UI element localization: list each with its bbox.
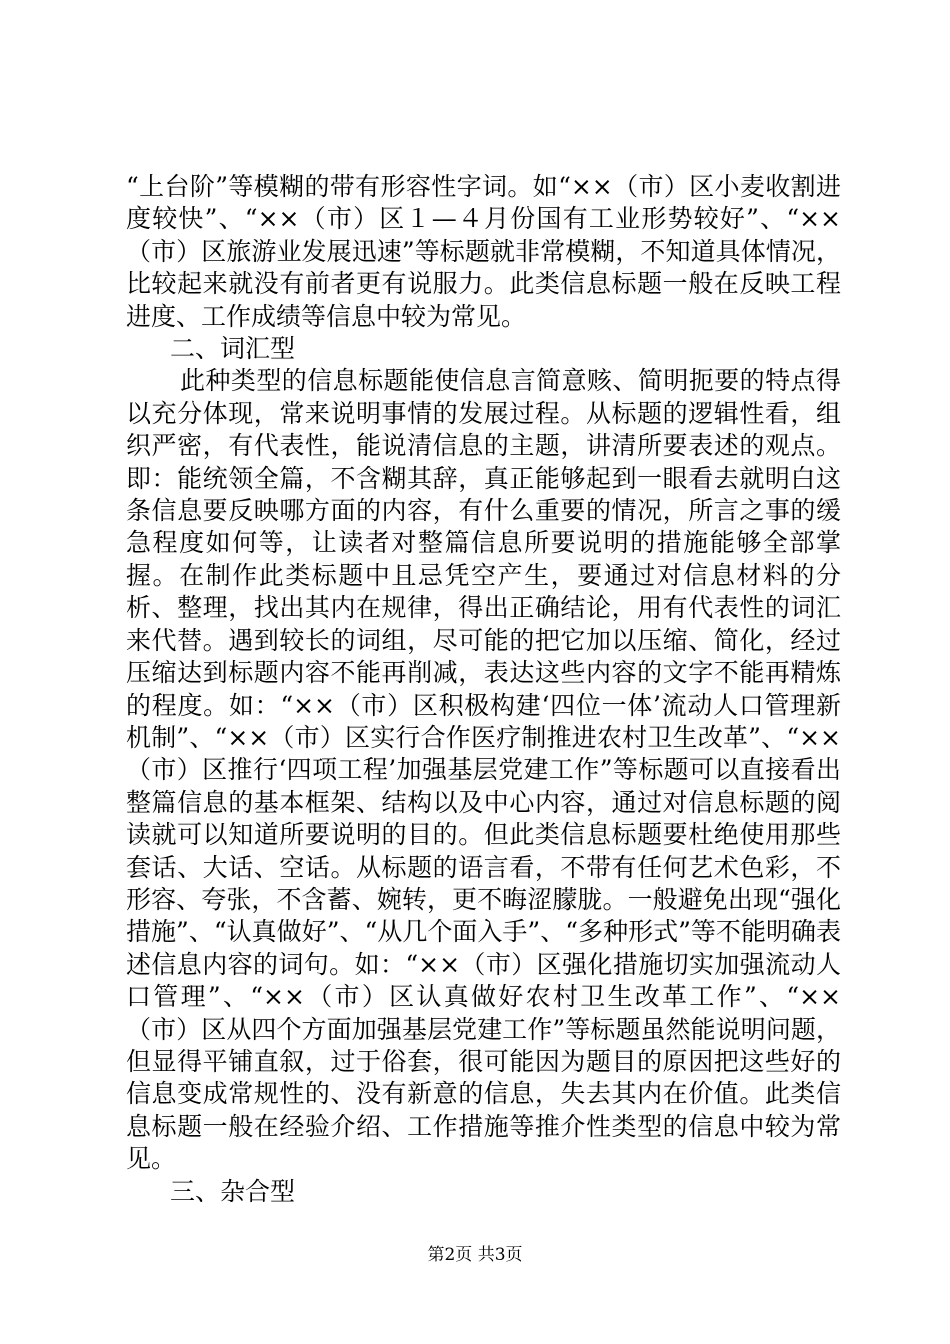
section-heading-vocabulary-type: 二、词汇型 xyxy=(170,334,296,364)
page-number-footer: 第2页 共3页 xyxy=(427,1245,523,1265)
section-heading-mixed-type: 三、杂合型 xyxy=(170,1176,296,1206)
paragraph-continuation: “上台阶”等模糊的带有形容性字词。如“××（市）区小麦收割进度较快”、“××（市）区１—４月份国有工业形势较好”、“××（市）区旅游业发展迅速”等标题就非常模糊，不知道具体情况，比较起来就没有前者更有说服力。此类信息标题一般在反映工程进度、工作成绩等信息中较为常见。 xyxy=(126,172,841,331)
paragraph-vocabulary-type: 此种类型的信息标题能使信息言简意赅、简明扼要的特点得以充分体现，常来说明事情的发展过程。从标题的逻辑性看，组织严密，有代表性，能说清信息的主题，讲清所要表述的观点。即：能统领全篇，不含糊其辞，真正能够起到一眼看去就明白这条信息要反映哪方面的内容，有什么重要的情况，所言之事的缓急程度如何等，让读者对整篇信息所要说明的措施能够全部掌握。在制作此类标题中且忌凭空产生，要通过对信息材料的分析、整理，找出其内在规律，得出正确结论，用有代表性的词汇来代替。遇到较长的词组，尽可能的把它加以压缩、简化，经过压缩达到标题内容不能再削减，表达这些内容的文字不能再精炼的程度。如：“××（市）区积极构建‘四位一体’流动人口管理新机制”、“××（市）区实行合作医疗制推进农村卫生改革”、“××（市）区推行‘四项工程’加强基层党建工作”等标题可以直接看出整篇信息的基本框架、结构以及中心内容，通过对信息标题的阅读就可以知道所要说明的目的。但此类信息标题要杜绝使用那些套话、大话、空话。从标题的语言看，不带有任何艺术色彩，不形容、夸张，不含蓄、婉转，更不晦涩朦胧。一般避免出现“强化措施”、“认真做好”、“从几个面入手”、“多种形式”等不能明确表述信息内容的词句。如：“××（市）区强化措施切实加强流动人口管理”、“××（市）区认真做好农村卫生改革工作”、“××（市）区从四个方面加强基层党建工作”等标题虽然能说明问题，但显得平铺直叙，过于俗套，很可能因为题目的原因把这些好的信息变成常规性的、没有新意的信息，失去其内在价值。此类信息标题一般在经验介绍、工作措施等推介性类型的信息中较为常见。 xyxy=(126,366,841,1174)
document-body xyxy=(126,171,841,1208)
